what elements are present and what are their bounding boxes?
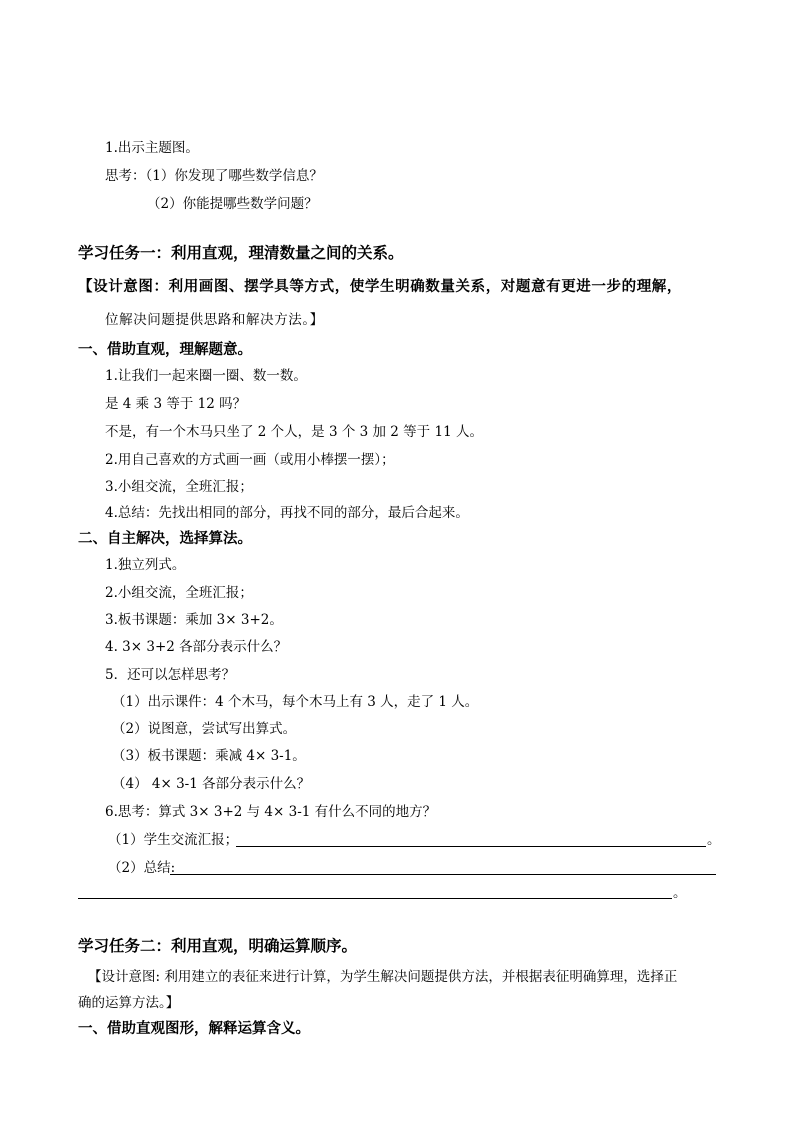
answer-11-people: 不是，有一个木马只坐了 2 个人，是 3 个 3 加 2 等于 11 人。 <box>105 424 483 440</box>
think-question-1: 思考：（1）你发现了哪些数学信息？ <box>105 168 323 184</box>
step-circle-count: 1.让我们一起来圈一圈、数一数。 <box>105 368 307 384</box>
design-intent-1-line2: 位解决问题提供思路和解决方法。】 <box>105 312 324 328</box>
fill-period: 。 <box>673 885 687 901</box>
section-one-heading: 一、借助直观，理解题意。 <box>78 341 252 358</box>
sub-step-describe: （2）说图意，尝试写出算式。 <box>112 721 297 737</box>
fill-blank-line[interactable] <box>236 846 706 847</box>
section-three-heading: 一、借助直观图形，解释运算含义。 <box>78 1020 310 1037</box>
step-summary: 4.总结：先找出相同的部分，再找不同的部分，最后合起来。 <box>105 505 469 521</box>
design-intent-2-line2: 确的运算方法。】 <box>78 995 180 1011</box>
step-board-title-add: 3.板书课题：乘加 3× 3+2。 <box>105 612 283 628</box>
fill-period: 。 <box>707 832 721 848</box>
step-independent: 1.独立列式。 <box>105 557 186 573</box>
step-other-thinking: 5．还可以怎样思考？ <box>105 667 236 683</box>
step-group-report: 3.小组交流，全班汇报； <box>105 479 253 495</box>
design-intent-1-line1: 【设计意图：利用画图、摆学具等方式，使学生明确数量关系，对题意有更进一步的理解， <box>78 278 682 295</box>
task-two-heading: 学习任务二：利用直观，明确运算顺序。 <box>78 936 358 955</box>
step-parts-meaning-add: 4. 3× 3+2 各部分表示什么？ <box>105 639 288 655</box>
fill-blank-line[interactable] <box>170 874 716 875</box>
sub-step-parts-meaning-sub: （4） 4× 3-1 各部分表示什么？ <box>112 776 311 792</box>
sub-step-courseware: （1）出示课件：4 个木马，每个木马上有 3 人，走了 1 人。 <box>112 694 479 710</box>
section-two-heading: 二、自主解决，选择算法。 <box>78 530 252 547</box>
fill-summary-label: （2）总结: <box>108 860 176 876</box>
question-4x3: 是 4 乘 3 等于 12 吗？ <box>105 396 247 412</box>
design-intent-2-line1: 【设计意图: 利用建立的表征来进行计算，为学生解决问题提供方法，并根据表征明确算理，选择正 <box>88 969 678 985</box>
step-draw: 2.用自己喜欢的方式画一画（或用小棒摆一摆）； <box>105 452 395 468</box>
fill-blank-line[interactable] <box>78 898 672 899</box>
task-one-heading: 学习任务一：利用直观，理清数量之间的关系。 <box>78 243 404 262</box>
step-compare: 6.思考：算式 3× 3+2 与 4× 3-1 有什么不同的地方？ <box>105 804 437 820</box>
fill-student-report-label: （1）学生交流汇报； <box>108 832 239 848</box>
sub-step-board-title-sub: （3）板书课题：乘减 4× 3-1。 <box>112 748 306 764</box>
think-question-2: （2）你能提哪些数学问题？ <box>147 196 318 212</box>
step-show-picture: 1.出示主题图。 <box>105 140 199 156</box>
step-group-report-2: 2.小组交流，全班汇报； <box>105 585 253 601</box>
